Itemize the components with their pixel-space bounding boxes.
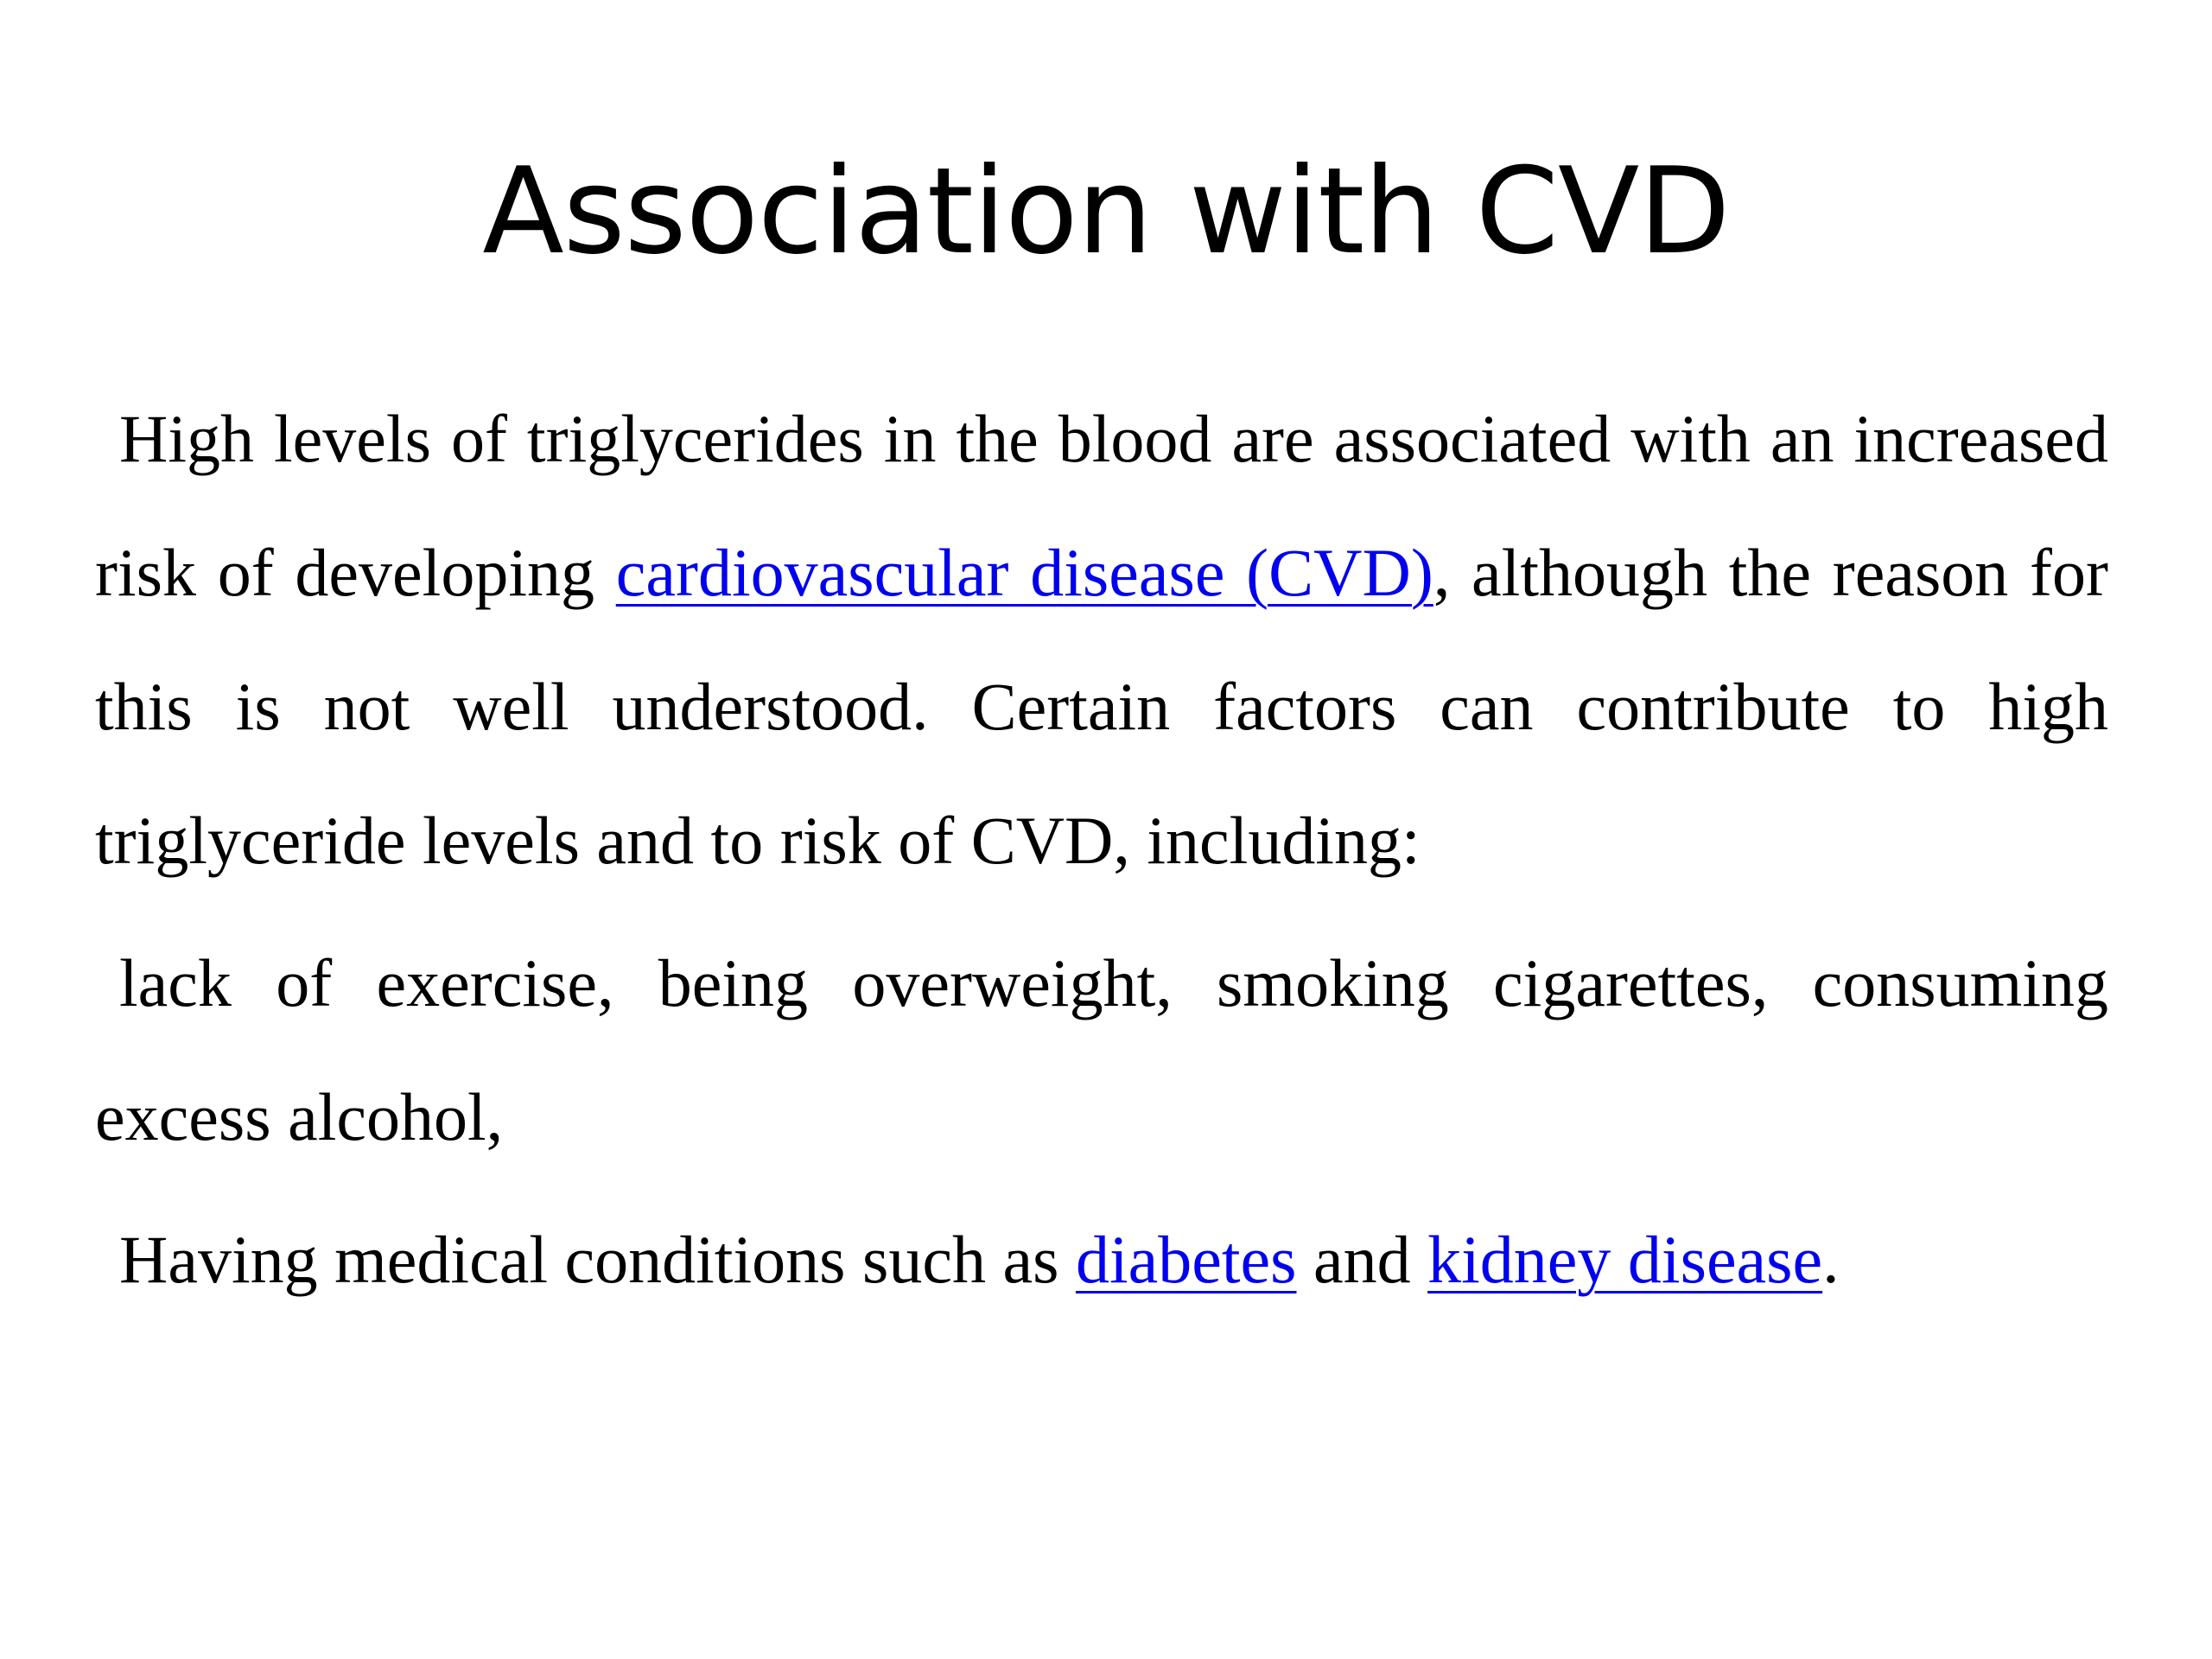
link-diabetes[interactable]: diabetes — [1075, 1222, 1297, 1297]
slide-title: Association with CVD — [482, 142, 1730, 281]
paragraph-risk-factors — [95, 916, 2108, 1184]
link-kidney-disease[interactable]: kidney disease — [1427, 1222, 1823, 1297]
para1-text-before: High levels of triglycerides in the blood are associated with an increased risk of developing — [95, 401, 2108, 610]
para2-text: lack of exercise, being overweight, smoking cigarettes, consuming excess alcohol, — [95, 945, 2108, 1154]
link-cardiovascular-disease[interactable]: cardiovascular disease (CVD) — [615, 535, 1433, 610]
paragraph-medical-conditions — [95, 1192, 2108, 1326]
para3-text-middle: and — [1296, 1222, 1428, 1297]
para1-text-after: , although the reason for this is not well understood. Certain factors can contribute to high triglyceride levels and to risk of CVD, including: — [95, 535, 2108, 878]
slide-body — [95, 372, 2108, 1326]
para3-text-before: Having medical conditions such as — [119, 1222, 1076, 1297]
para3-text-after: . — [1822, 1222, 1840, 1297]
paragraph-triglycerides — [95, 372, 2108, 907]
